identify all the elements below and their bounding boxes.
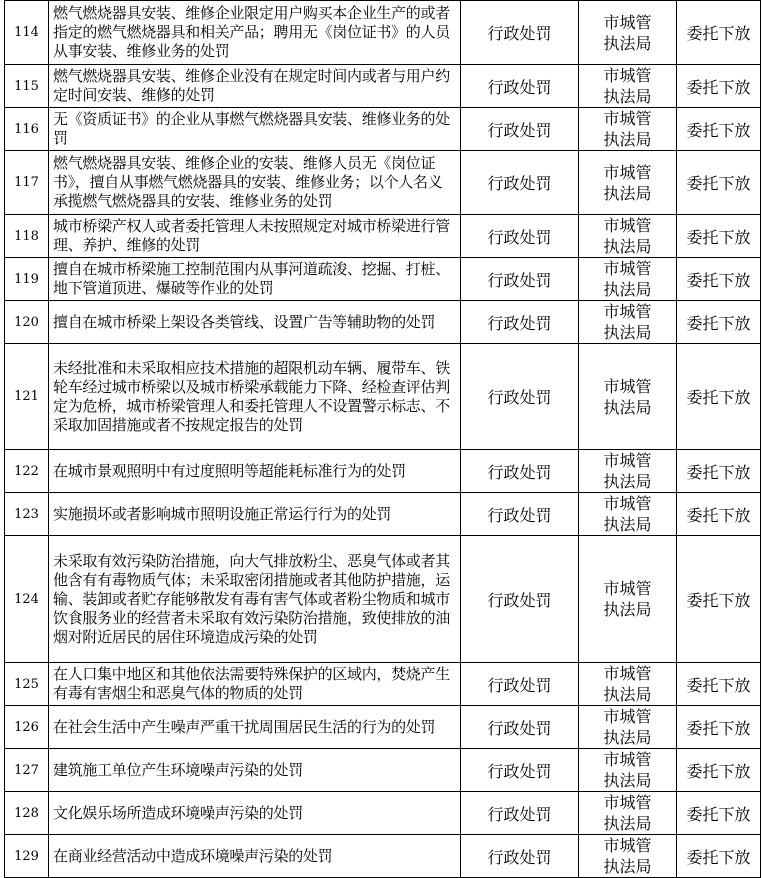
row-number: 114 bbox=[5, 1, 49, 65]
penalty-item-name: 擅自在城市桥梁上架设各类管线、设置广告等辅助物的处罚 bbox=[49, 301, 461, 344]
penalty-item-name: 擅自在城市桥梁施工控制范围内从事河道疏浚、挖掘、打桩、地下管道顶进、爆破等作业的处罚 bbox=[49, 258, 461, 301]
table-row bbox=[5, 792, 761, 835]
department-line-1: 市城管 bbox=[603, 66, 652, 85]
department-cell bbox=[579, 344, 677, 450]
department-line-2: 执法局 bbox=[603, 323, 652, 342]
department-line-1: 市城管 bbox=[603, 216, 652, 235]
department-cell bbox=[579, 663, 677, 706]
authority-type: 行政处罚 bbox=[461, 792, 579, 835]
department-cell bbox=[579, 215, 677, 258]
department-line-1: 市城管 bbox=[603, 664, 652, 683]
delegation-mode: 委托下放 bbox=[677, 151, 761, 215]
department-line-2: 执法局 bbox=[603, 857, 652, 876]
penalty-item-name: 未采取有效污染防治措施，向大气排放粉尘、恶臭气体或者其他含有有毒物质气体；未采取密闭措施或者其他防护措施，运输、装卸或者贮存能够散发有毒有害气体或者粉尘物质和城市饮食服务业的经营者未采取有效污染防治措施，致使排放的油烟对附近居民的居住环境造成污染的处罚 bbox=[49, 536, 461, 663]
authority-type: 行政处罚 bbox=[461, 258, 579, 301]
delegation-mode: 委托下放 bbox=[677, 301, 761, 344]
row-number: 125 bbox=[5, 663, 49, 706]
row-number: 127 bbox=[5, 749, 49, 792]
department-cell bbox=[579, 706, 677, 749]
delegation-mode: 委托下放 bbox=[677, 344, 761, 450]
department-line-2: 执法局 bbox=[603, 472, 652, 491]
authority-type: 行政处罚 bbox=[461, 301, 579, 344]
department-cell bbox=[579, 65, 677, 108]
delegation-mode: 委托下放 bbox=[677, 749, 761, 792]
table-row bbox=[5, 835, 761, 878]
penalty-item-name: 无《资质证书》的企业从事燃气燃烧器具安装、维修业务的处罚 bbox=[49, 108, 461, 151]
department-line-2: 执法局 bbox=[603, 280, 652, 299]
delegation-mode: 委托下放 bbox=[677, 450, 761, 493]
department-line-1: 市城管 bbox=[603, 162, 652, 182]
department-cell bbox=[579, 493, 677, 536]
department-line-1: 市城管 bbox=[603, 259, 652, 278]
table-row bbox=[5, 344, 761, 450]
department-line-1: 市城管 bbox=[603, 707, 652, 726]
delegation-mode: 委托下放 bbox=[677, 706, 761, 749]
table-body bbox=[5, 1, 761, 878]
penalty-item-name: 未经批准和未采取相应技术措施的超限机动车辆、履带车、铁轮车经过城市桥梁以及城市桥梁承载能力下降、经检查评估判定为危桥，城市桥梁管理人和委托管理人不设置警示标志、不采取加固措施或者不按规定报告的处罚 bbox=[49, 344, 461, 450]
authority-type: 行政处罚 bbox=[461, 450, 579, 493]
department-line-2: 执法局 bbox=[603, 397, 652, 417]
department-cell bbox=[579, 151, 677, 215]
department-line-1: 市城管 bbox=[603, 836, 652, 855]
department-line-2: 执法局 bbox=[603, 600, 652, 619]
department-line-1: 市城管 bbox=[603, 376, 652, 396]
authority-type: 行政处罚 bbox=[461, 1, 579, 65]
department-line-1: 市城管 bbox=[603, 750, 652, 769]
penalty-item-name: 在城市景观照明中有过度照明等超能耗标准行为的处罚 bbox=[49, 450, 461, 493]
penalty-item-name: 在社会生活中产生噪声严重干扰周围居民生活的行为的处罚 bbox=[49, 706, 461, 749]
department-line-2: 执法局 bbox=[603, 814, 652, 833]
row-number: 128 bbox=[5, 792, 49, 835]
department-line-1: 市城管 bbox=[603, 793, 652, 812]
table-row bbox=[5, 536, 761, 663]
penalty-item-name: 文化娱乐场所造成环境噪声污染的处罚 bbox=[49, 792, 461, 835]
table-row bbox=[5, 151, 761, 215]
department-line-2: 执法局 bbox=[603, 183, 652, 203]
authority-type: 行政处罚 bbox=[461, 536, 579, 663]
table-row bbox=[5, 65, 761, 108]
authority-type: 行政处罚 bbox=[461, 151, 579, 215]
department-line-2: 执法局 bbox=[603, 728, 652, 747]
penalty-item-name: 在商业经营活动中造成环境噪声污染的处罚 bbox=[49, 835, 461, 878]
row-number: 120 bbox=[5, 301, 49, 344]
penalty-items-table bbox=[4, 0, 761, 878]
delegation-mode: 委托下放 bbox=[677, 108, 761, 151]
department-cell bbox=[579, 749, 677, 792]
delegation-mode: 委托下放 bbox=[677, 792, 761, 835]
department-cell bbox=[579, 536, 677, 663]
department-cell bbox=[579, 301, 677, 344]
department-line-2: 执法局 bbox=[603, 685, 652, 704]
authority-type: 行政处罚 bbox=[461, 108, 579, 151]
row-number: 115 bbox=[5, 65, 49, 108]
penalty-item-name: 燃气燃烧器具安装、维修企业的安装、维修人员无《岗位证书》，擅自从事燃气燃烧器具的安装、维修业务；以个人名义承揽燃气燃烧器具的安装、维修业务的处罚 bbox=[49, 151, 461, 215]
department-line-2: 执法局 bbox=[603, 87, 652, 106]
table-row bbox=[5, 1, 761, 65]
row-number: 119 bbox=[5, 258, 49, 301]
authority-type: 行政处罚 bbox=[461, 749, 579, 792]
department-line-2: 执法局 bbox=[603, 33, 652, 53]
penalty-item-name: 燃气燃烧器具安装、维修企业限定用户购买本企业生产的或者指定的燃气燃烧器具和相关产品；聘用无《岗位证书》的人员从事安装、维修业务的处罚 bbox=[49, 1, 461, 65]
row-number: 122 bbox=[5, 450, 49, 493]
table-row bbox=[5, 706, 761, 749]
department-line-1: 市城管 bbox=[603, 494, 652, 513]
penalty-item-name: 城市桥梁产权人或者委托管理人未按照规定对城市桥梁进行管理、养护、维修的处罚 bbox=[49, 215, 461, 258]
authority-type: 行政处罚 bbox=[461, 706, 579, 749]
table-row bbox=[5, 215, 761, 258]
authority-type: 行政处罚 bbox=[461, 65, 579, 108]
table-row bbox=[5, 663, 761, 706]
row-number: 129 bbox=[5, 835, 49, 878]
department-cell bbox=[579, 258, 677, 301]
authority-type: 行政处罚 bbox=[461, 663, 579, 706]
row-number: 116 bbox=[5, 108, 49, 151]
delegation-mode: 委托下放 bbox=[677, 835, 761, 878]
table-row bbox=[5, 301, 761, 344]
department-line-2: 执法局 bbox=[603, 237, 652, 256]
department-cell bbox=[579, 1, 677, 65]
penalty-item-name: 建筑施工单位产生环境噪声污染的处罚 bbox=[49, 749, 461, 792]
department-line-2: 执法局 bbox=[603, 515, 652, 534]
row-number: 121 bbox=[5, 344, 49, 450]
row-number: 126 bbox=[5, 706, 49, 749]
table-row bbox=[5, 258, 761, 301]
authority-type: 行政处罚 bbox=[461, 493, 579, 536]
penalty-item-name: 燃气燃烧器具安装、维修企业没有在规定时间内或者与用户约定时间安装、维修的处罚 bbox=[49, 65, 461, 108]
row-number: 123 bbox=[5, 493, 49, 536]
delegation-mode: 委托下放 bbox=[677, 536, 761, 663]
penalty-item-name: 实施损坏或者影响城市照明设施正常运行行为的处罚 bbox=[49, 493, 461, 536]
delegation-mode: 委托下放 bbox=[677, 258, 761, 301]
delegation-mode: 委托下放 bbox=[677, 493, 761, 536]
delegation-mode: 委托下放 bbox=[677, 663, 761, 706]
penalty-item-name: 在人口集中地区和其他依法需要特殊保护的区域内，焚烧产生有毒有害烟尘和恶臭气体的物质的处罚 bbox=[49, 663, 461, 706]
department-cell bbox=[579, 450, 677, 493]
department-line-1: 市城管 bbox=[603, 12, 652, 32]
table-row bbox=[5, 493, 761, 536]
authority-type: 行政处罚 bbox=[461, 215, 579, 258]
department-line-2: 执法局 bbox=[603, 130, 652, 149]
table-row bbox=[5, 749, 761, 792]
delegation-mode: 委托下放 bbox=[677, 1, 761, 65]
department-line-1: 市城管 bbox=[603, 579, 652, 598]
department-cell bbox=[579, 108, 677, 151]
department-line-1: 市城管 bbox=[603, 451, 652, 470]
row-number: 117 bbox=[5, 151, 49, 215]
table-row bbox=[5, 450, 761, 493]
row-number: 124 bbox=[5, 536, 49, 663]
department-cell bbox=[579, 835, 677, 878]
table-row bbox=[5, 108, 761, 151]
department-line-1: 市城管 bbox=[603, 109, 652, 128]
department-line-1: 市城管 bbox=[603, 302, 652, 321]
department-line-2: 执法局 bbox=[603, 771, 652, 790]
department-cell bbox=[579, 792, 677, 835]
delegation-mode: 委托下放 bbox=[677, 215, 761, 258]
authority-type: 行政处罚 bbox=[461, 835, 579, 878]
authority-type: 行政处罚 bbox=[461, 344, 579, 450]
delegation-mode: 委托下放 bbox=[677, 65, 761, 108]
row-number: 118 bbox=[5, 215, 49, 258]
